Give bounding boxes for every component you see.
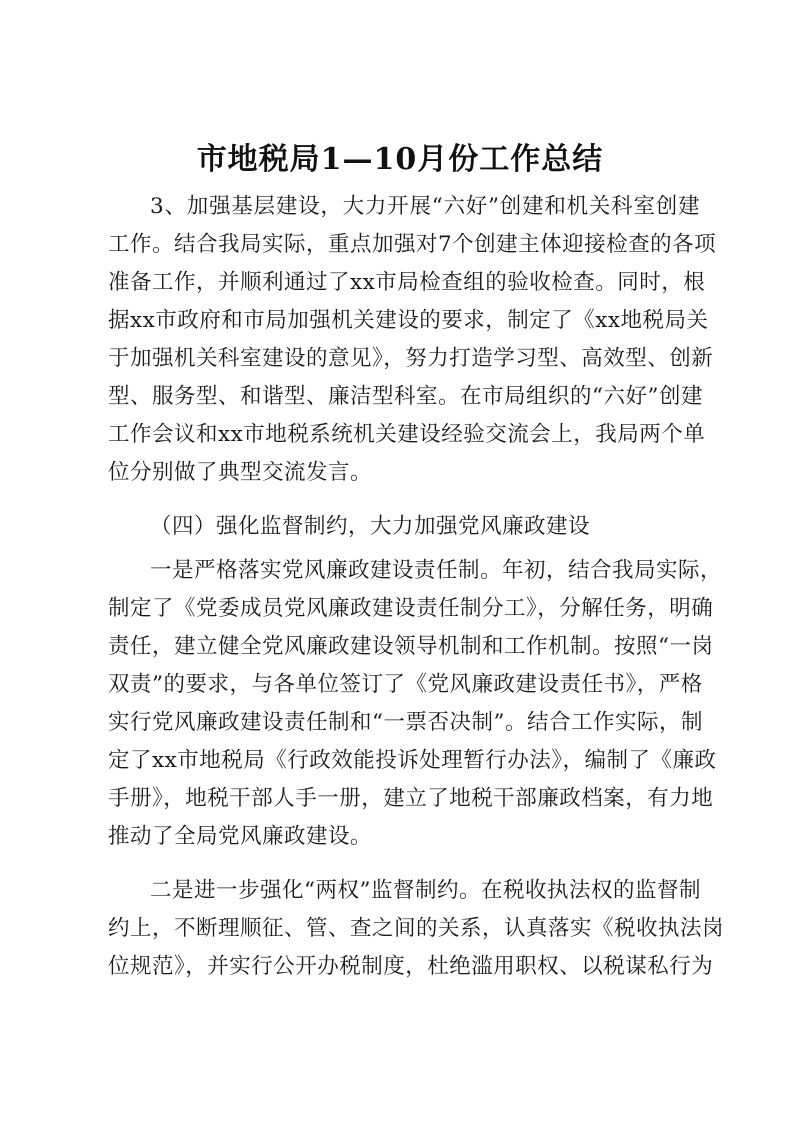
paragraph-line: 型、服务型、和谐型、廉洁型科室。在市局组织的“六好”创建 — [108, 384, 703, 409]
paragraph-line: 双责”的要求，与各单位签订了《党风廉政建设责任书》，严格 — [108, 672, 703, 697]
paragraph-line: 准备工作，并顺利通过了xx市局检查组的验收检查。同时，根 — [108, 270, 706, 295]
paragraph-line: 制定了《党委成员党风廉政建设责任制分工》，分解任务，明确 — [108, 596, 714, 621]
paragraph-line: 实行党风廉政建设责任制和“一票否决制”。结合工作实际，制 — [108, 710, 703, 735]
document-title: 市地税局1—10月份工作总结 — [196, 142, 604, 177]
paragraph-line: 一是严格落实党风廉政建设责任制。年初，结合我局实际， — [150, 558, 723, 583]
paragraph-line: 据xx市政府和市局加强机关建设的要求，制定了《xx地税局关 — [108, 308, 709, 333]
paragraph-line: 3、加强基层建设，大力开展“六好”创建和机关科室创建 — [150, 194, 700, 219]
paragraph-line: 推动了全局党风廉政建设。 — [108, 824, 373, 849]
paragraph-line: 二是进一步强化“两权”监督制约。在税收执法权的监督制 — [150, 878, 701, 903]
paragraph-line: 工作。结合我局实际，重点加强对7个创建主体迎接检查的各项 — [108, 232, 717, 257]
paragraph-line: 手册》，地税干部人手一册，建立了地税干部廉政档案，有力地 — [108, 786, 714, 811]
section-heading: （四）强化监督制约，大力加强党风廉政建设 — [150, 514, 591, 539]
paragraph-line: 责任，建立健全党风廉政建设领导机制和工作机制。按照“一岗 — [108, 634, 714, 659]
paragraph-line: 位分别做了典型交流发言。 — [108, 460, 373, 485]
paragraph-line: 工作会议和xx市地税系统机关建设经验交流会上，我局两个单 — [108, 422, 706, 447]
paragraph-line: 位规范》，并实行公开办税制度，杜绝滥用职权、以税谋私行为 — [108, 954, 714, 979]
paragraph-line: 约上，不断理顺征、管、查之间的关系，认真落实《税收执法岗 — [108, 916, 725, 941]
paragraph-line: 于加强机关科室建设的意见》，努力打造学习型、高效型、创新 — [108, 346, 714, 371]
paragraph-line: 定了xx市地税局《行政效能投诉处理暂行办法》，编制了《廉政 — [108, 748, 717, 773]
